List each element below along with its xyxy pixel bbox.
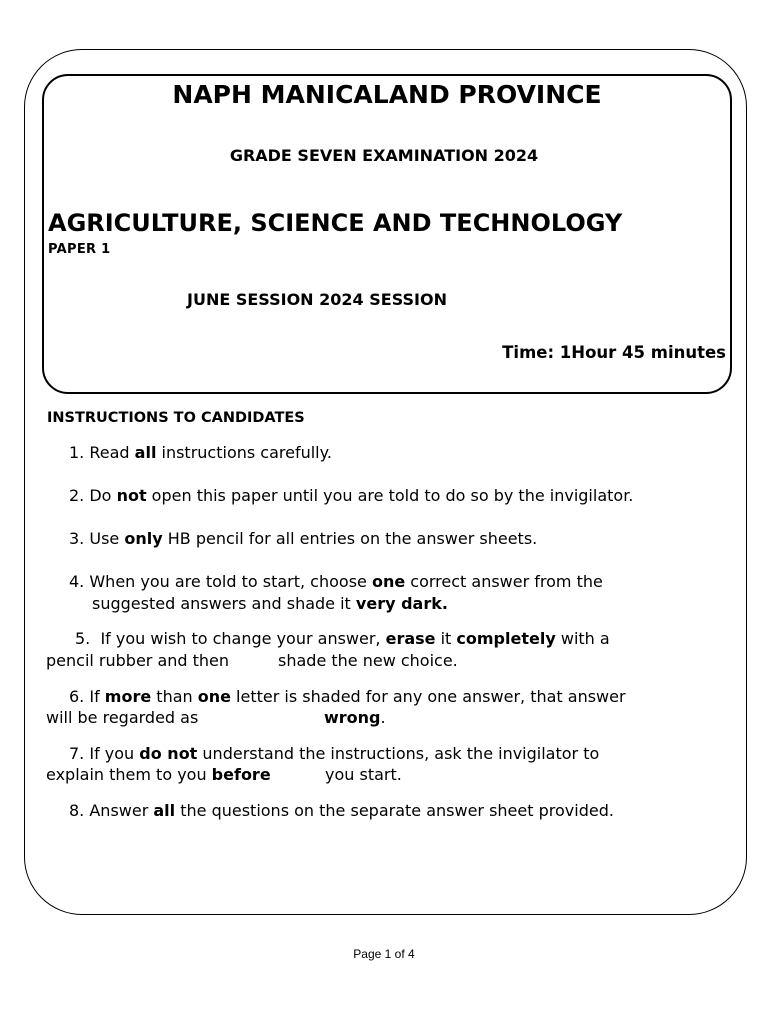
instruction-4-continued: suggested answers and shade it very dark. (92, 594, 448, 613)
instruction-7-continued-b: you start. (325, 765, 402, 784)
page-number: Page 1 of 4 (353, 947, 415, 961)
time-allowed: Time: 1Hour 45 minutes (502, 343, 726, 362)
instruction-5-continued: pencil rubber and then (46, 651, 230, 670)
exam-title: GRADE SEVEN EXAMINATION 2024 (229, 146, 539, 165)
instruction-8: 8. Answer all the questions on the separate answer sheet provided. (69, 801, 614, 820)
province-title: NAPH MANICALAND PROVINCE (172, 80, 602, 109)
instruction-4: 4. When you are told to start, choose one correct answer from the (69, 572, 603, 591)
instruction-7: 7. If you do not understand the instructions, ask the invigilator to (69, 744, 600, 763)
instruction-3: 3. Use only HB pencil for all entries on the answer sheets. (69, 529, 538, 548)
instruction-6: 6. If more than one letter is shaded for any one answer, that answer (69, 687, 626, 706)
instruction-6-continued: will be regarded as (46, 708, 199, 727)
session-label: JUNE SESSION 2024 SESSION (187, 290, 447, 309)
instruction-5: 5. If you wish to change your answer, erase it completely with a (75, 629, 610, 648)
subject-title: AGRICULTURE, SCIENCE AND TECHNOLOGY (48, 209, 623, 237)
instruction-1: 1. Read all instructions carefully. (69, 443, 332, 462)
instruction-2: 2. Do not open this paper until you are told to do so by the invigilator. (69, 486, 634, 505)
instruction-6-continued-b: wrong. (324, 708, 386, 727)
instructions-heading: INSTRUCTIONS TO CANDIDATES (47, 410, 305, 426)
paper-label: PAPER 1 (48, 242, 111, 257)
instruction-7-continued: explain them to you before (46, 765, 271, 784)
instruction-5-continued-b: shade the new choice. (278, 651, 458, 670)
